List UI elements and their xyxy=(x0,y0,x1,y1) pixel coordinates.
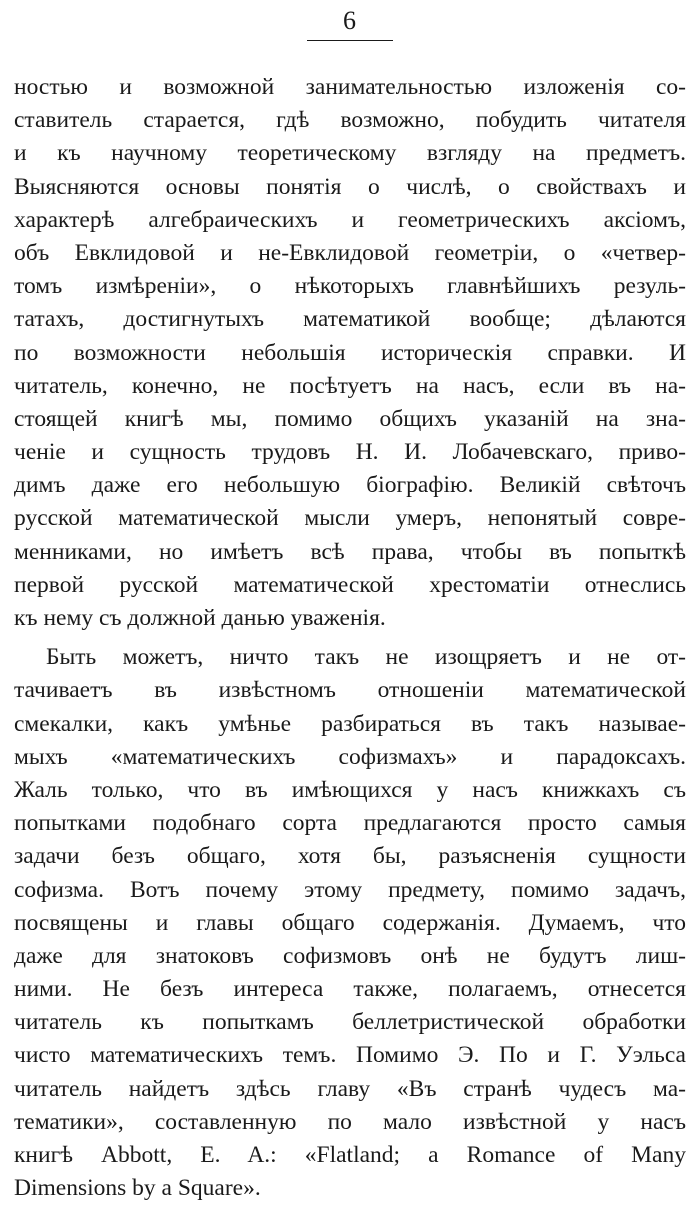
text-line: ставитель старается, гдѣ возможно, побудить читателя xyxy=(14,107,686,134)
text-line: ностью и возможной занимательностью изложенія со- xyxy=(14,74,686,100)
text-line: читатель, конечно, не посѣтуетъ на насъ, если въ на- xyxy=(14,372,686,399)
text-line: книгѣ Abbott, E. A.: «Flatland; a Romance of Many xyxy=(14,1142,686,1168)
text-line: менниками, но имѣетъ всѣ права, чтобы въ попыткѣ xyxy=(14,538,686,565)
text-line: томъ измѣреніи», о нѣкоторыхъ главнѣйшихъ резуль- xyxy=(14,273,686,300)
text-line: Жаль только, что въ имѣющихся у насъ книжкахъ съ xyxy=(14,776,686,803)
text-line: по возможности небольшія историческія справки. И xyxy=(14,339,686,366)
text-line: татахъ, достигнутыхъ математикой вообще; дѣлаются xyxy=(14,306,686,333)
text-line: Быть можетъ, ничто такъ не изощряетъ и не от- xyxy=(46,644,686,671)
body-text xyxy=(14,71,686,1205)
document-page xyxy=(14,0,686,1205)
text-line: тачиваетъ въ извѣстномъ отношеніи математической xyxy=(14,677,686,704)
text-line: ченіе и сущность трудовъ Н. И. Лобачевскаго, приво- xyxy=(14,439,686,466)
text-line: объ Евклидовой и не-Евклидовой геометріи, о «четвер- xyxy=(14,239,686,266)
text-line: читатель къ попыткамъ беллетристической обработки xyxy=(14,1009,686,1036)
text-line: стоящей книгѣ мы, помимо общихъ указаній на зна- xyxy=(14,405,686,432)
paragraph-1 xyxy=(14,71,686,635)
page-number: 6 xyxy=(343,6,357,35)
text-line: попытками подобнаго сорта предлагаются просто самыя xyxy=(14,810,686,837)
text-line: первой русской математической хрестоматіи отнеслись xyxy=(14,571,686,598)
paragraph-2 xyxy=(14,641,686,1205)
text-line: чисто математическихъ темъ. Помимо Э. По и Г. Уэльса xyxy=(14,1042,686,1069)
text-line: смекалки, какъ умѣнье разбираться въ такъ называе- xyxy=(14,710,686,737)
text-line: къ нему съ должной данью уваженія. xyxy=(14,605,386,631)
text-line: характерѣ алгебраическихъ и геометрическихъ аксіомъ, xyxy=(14,206,686,233)
text-line: тематики», составленную по мало извѣстной у насъ xyxy=(14,1108,686,1135)
text-line: мыхъ «математическихъ софизмахъ» и парадоксахъ. xyxy=(14,743,686,770)
text-line: и къ научному теоретическому взгляду на предметъ. xyxy=(14,140,686,167)
text-line: даже для знатоковъ софизмовъ онѣ не будутъ лиш- xyxy=(14,942,686,969)
text-line: димъ даже его небольшую біографію. Великій свѣточъ xyxy=(14,472,686,499)
page-number-rule xyxy=(307,40,393,41)
text-line: читатель найдетъ здѣсь главу «Въ странѣ чудесъ ма- xyxy=(14,1075,686,1102)
text-line: задачи безъ общаго, хотя бы, разъясненія сущности xyxy=(14,843,686,870)
text-line: Dimensions by a Square». xyxy=(14,1175,261,1202)
text-line: Выясняются основы понятія о числѣ, о свойствахъ и xyxy=(14,173,686,200)
text-line: посвящены и главы общаго содержанія. Думаемъ, что xyxy=(14,909,686,936)
text-line: русской математической мысли умеръ, непонятый совре- xyxy=(14,505,686,532)
text-line: софизма. Вотъ почему этому предмету, помимо задачъ, xyxy=(14,876,686,903)
text-line: ними. Не безъ интереса также, полагаемъ, отнесется xyxy=(14,976,686,1003)
